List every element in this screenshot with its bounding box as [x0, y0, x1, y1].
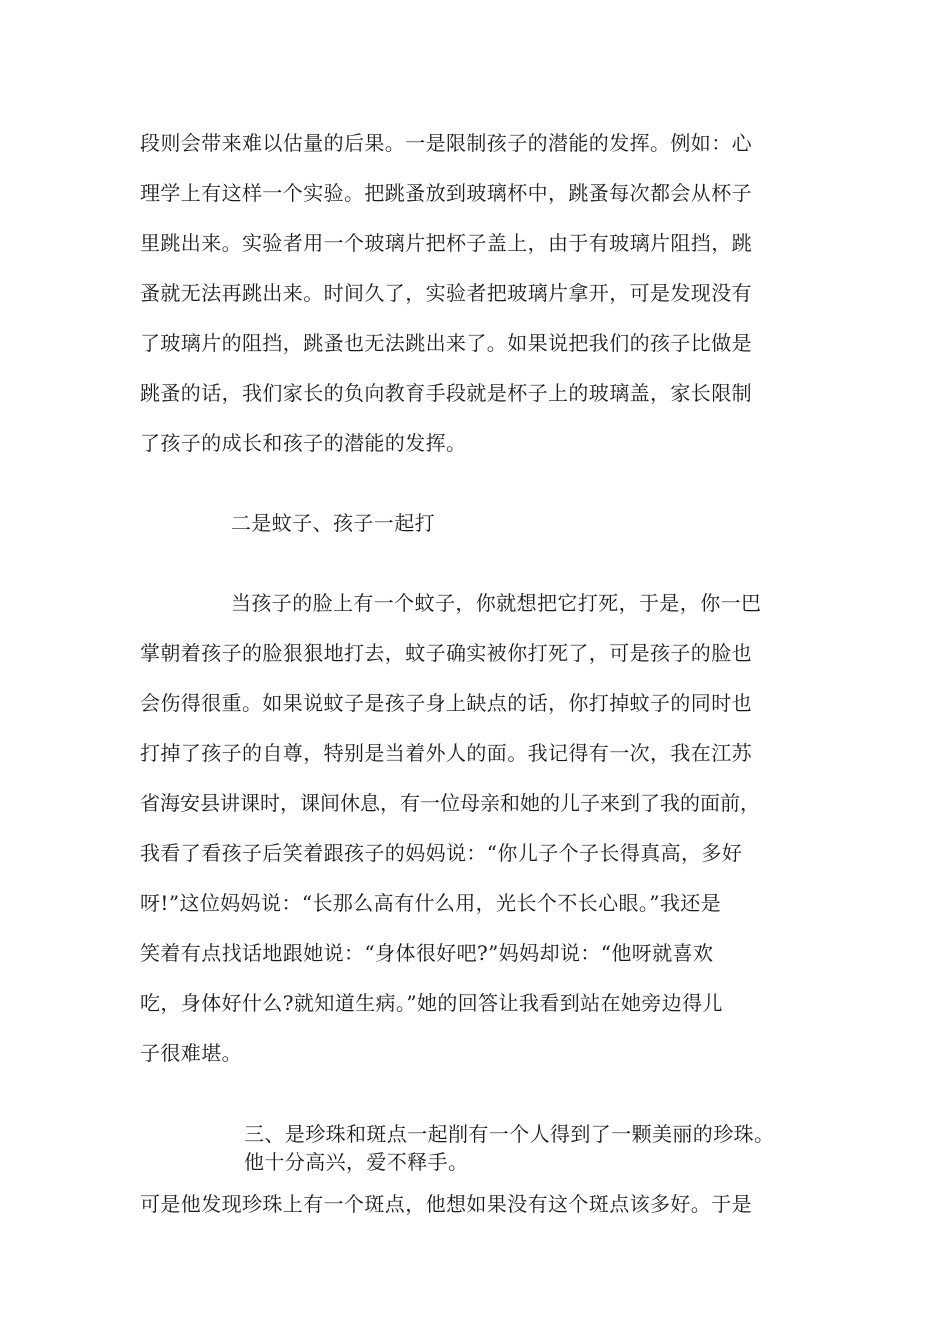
section-heading-3-line-1: 三、是珍珠和斑点一起削有一个人得到了一颗美丽的珍珠。 — [244, 1122, 775, 1146]
paragraph-2-line-4: 打掉了孩子的自尊，特别是当着外人的面。我记得有一次，我在江苏 — [140, 741, 752, 765]
paragraph-1-line-5: 了玻璃片的阻挡，跳蚤也无法跳出来了。如果说把我们的孩子比做是 — [140, 331, 752, 355]
paragraph-1-line-6: 跳蚤的话，我们家长的负向教育手段就是杯子上的玻璃盖，家长限制 — [140, 381, 752, 405]
paragraph-2-line-8: 笑着有点找话地跟她说：“身体很好吧?”妈妈却说：“他呀就喜欢 — [140, 941, 714, 965]
section-heading-3-line-2: 他十分高兴，爱不释手。 — [244, 1150, 469, 1174]
paragraph-2-line-6: 我看了看孩子后笑着跟孩子的妈妈说：“你儿子个子长得真高，多好 — [140, 841, 743, 865]
paragraph-1-line-4: 蚤就无法再跳出来。时间久了，实验者把玻璃片拿开，可是发现没有 — [140, 281, 752, 305]
paragraph-2-line-1: 当孩子的脸上有一个蚊子，你就想把它打死，于是，你一巴 — [231, 591, 762, 615]
paragraph-3-line-1: 可是他发现珍珠上有一个斑点，他想如果没有这个斑点该多好。于是 — [140, 1192, 752, 1216]
paragraph-2-line-2: 掌朝着孩子的脸狠狠地打去，蚊子确实被你打死了，可是孩子的脸也 — [140, 641, 752, 665]
paragraph-1-line-1: 段则会带来难以估量的后果。一是限制孩子的潜能的发挥。例如：心 — [140, 131, 752, 155]
paragraph-1-line-2: 理学上有这样一个实验。把跳蚤放到玻璃杯中，跳蚤每次都会从杯子 — [140, 181, 752, 205]
paragraph-2-line-3: 会伤得很重。如果说蚊子是孩子身上缺点的话，你打掉蚊子的同时也 — [140, 691, 752, 715]
paragraph-2-line-9: 吃，身体好什么?就知道生病。”她的回答让我看到站在她旁边得儿 — [140, 991, 723, 1015]
paragraph-2-line-7: 呀!”这位妈妈说：“长那么高有什么用，光长个不长心眼。”我还是 — [140, 891, 722, 915]
paragraph-1-line-3: 里跳出来。实验者用一个玻璃片把杯子盖上，由于有玻璃片阻挡，跳 — [140, 231, 752, 255]
paragraph-1-line-7: 了孩子的成长和孩子的潜能的发挥。 — [140, 431, 467, 455]
paragraph-2-line-5: 省海安县讲课时，课间休息，有一位母亲和她的儿子来到了我的面前， — [140, 791, 760, 815]
section-heading-2: 二是蚊子、孩子一起打 — [231, 511, 435, 535]
paragraph-2-line-10: 子很难堪。 — [140, 1041, 242, 1065]
